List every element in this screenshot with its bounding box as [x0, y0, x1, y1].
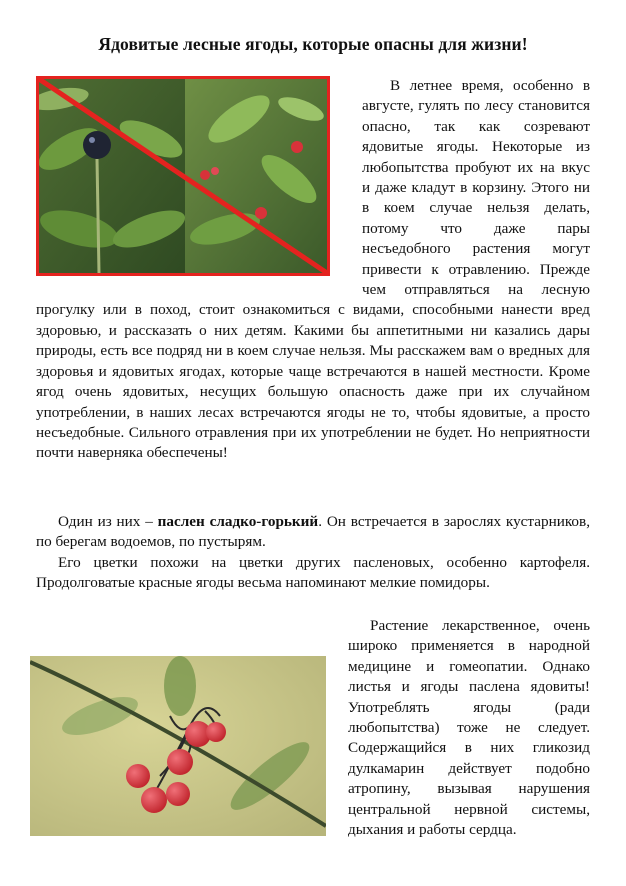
nightshade-flowers: Его цветки похожи на цветки других пасленовых, особенно картофеля. Продолговатые красные ягоды весьма напоминают мелкие помидоры. [36, 553, 590, 592]
intro-paragraph [36, 76, 590, 464]
nightshade-habitat: Один из них – паслен сладко-горький. Он встречается в зарослях кустарников, по берегам водоемов, по пустырям. [36, 513, 590, 551]
page-title: Ядовитые лесные ягоды, которые опасны для жизни! [98, 34, 528, 54]
image-float-spacer [36, 76, 348, 282]
plant-name: паслен сладко-горький [157, 513, 319, 530]
medicinal-paragraph [36, 616, 590, 840]
medicinal-text: Растение лекарственное, очень широко применяется в народной медицине и гомеопатии. Однако листья и ягоды паслена ядовиты! Употреблять ягоды (ради любопытства) тоже не следует. Содержащийся в них гликозид дулкамарин действует подобно атропину, вызывая нарушения центральной нервной системы, дыхания и работы сердца. [348, 617, 590, 839]
intro-text: В летнее время, особенно в августе, гулять по лесу становится опасно, так как созревают ядовитые ягоды. Некоторые из любопытства пробуют их на вкус и даже кладут в корзину. Этого ни в коем случае нельзя делать, потому что даже пары несъедобного растения могут привести к отравлению. Прежде чем отправляться на лесную прогулку или в поход, стоит ознакомиться с видами, способными нанести вред здоровью, и рассказать о них детям. Какими бы аппетитными ни казались дары природы, есть все подряд ни в коем случае нельзя. Мы расскажем вам о вредных для здоровья и ядовитых ягодах, которые чаще встречаются в нашей местности. Кроме ягод очень ядовитых, несущих большую опасность даже при их случайном употреблении, в наших лесах встречаются ягоды не то, чтобы ядовитые, а просто несъедобные. Сильного отравления при их употреблении не будет. Но неприятности почти наверняка обеспечены! [36, 77, 590, 462]
nightshade-description [36, 512, 590, 594]
